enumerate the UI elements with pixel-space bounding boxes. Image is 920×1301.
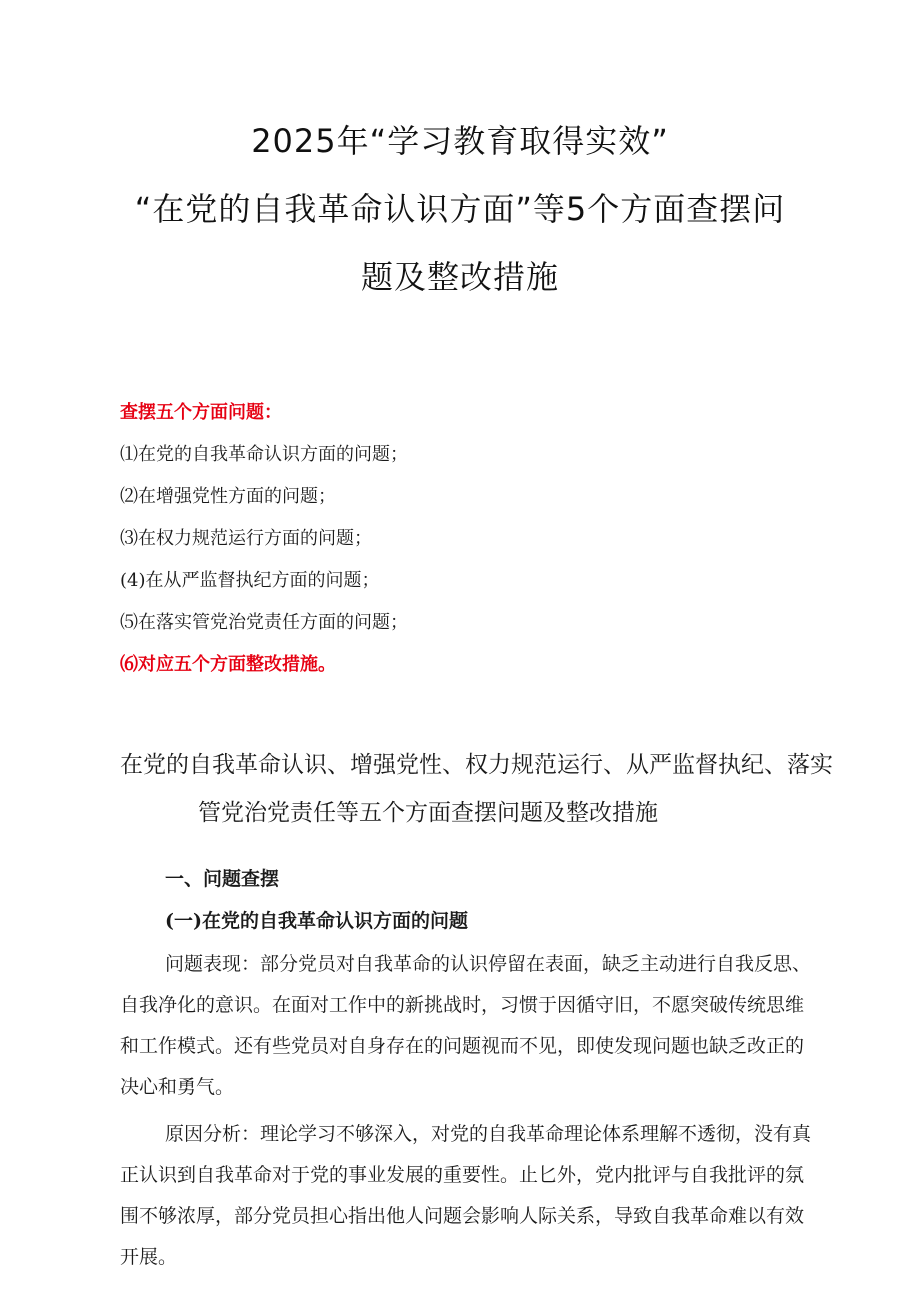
cause-line-2: 正认识到自我革命对于党的事业发展的重要性。止匕外，党内批评与自我批评的氛 (120, 1164, 805, 1186)
problem-line-3: 和工作模式。还有些党员对自身存在的问题视而不见，即使发现问题也缺乏改正的 (120, 1035, 805, 1057)
problem-line-2: 自我净化的意识。在面对工作中的新挑战时，习惯于因循守旧，不愿突破传统思维 (120, 994, 805, 1016)
cause-line-4: 开展。 (120, 1246, 178, 1268)
document-title-line-1: 2025年“学习教育取得实效” (251, 122, 669, 160)
document-title-line-2: “在党的自我革命认识方面”等5个方面查摆问 (134, 190, 786, 228)
issue-item-4: (4)在从严监督执纪方面的问题； (120, 570, 380, 591)
section-heading: 一、问题查摆 (165, 868, 280, 890)
problem-line-4: 决心和勇气。 (120, 1076, 235, 1098)
section-subheading: (一)在党的自我革命认识方面的问题 (165, 910, 468, 932)
cause-paragraph (120, 1114, 840, 1278)
issues-list (120, 392, 820, 686)
issue-item-5: ⑸在落实管党治党责任方面的问题； (120, 612, 408, 633)
issue-item-1: ⑴在党的自我革命认识方面的问题； (120, 444, 408, 465)
cause-line-3: 围不够浓厚，部分党员担心指出他人问题会影响人际关系，导致自我革命难以有效 (120, 1205, 805, 1227)
problem-line-1: 问题表现：部分党员对自我革命的认识停留在表面，缺乏主动进行自我反思、 (165, 953, 812, 975)
section-subtitle-line-2: 管党治党责任等五个方面查摆问题及整改措施 (198, 800, 658, 826)
issue-item-2: ⑵在增强党性方面的问题； (120, 486, 336, 507)
issues-heading: 查摆五个方面问题： (120, 402, 282, 423)
issue-item-6-measures: ⑹对应五个方面整改措施。 (120, 654, 336, 675)
section-subtitle-line-1: 在党的自我革命认识、增强党性、权力规范运行、从严监督执纪、落实 (120, 752, 833, 778)
cause-line-1: 原因分析：理论学习不够深入，对党的自我革命理论体系理解不透彻，没有真 (165, 1123, 812, 1145)
issue-item-3: ⑶在权力规范运行方面的问题； (120, 528, 372, 549)
document-title-line-3: 题及整改措施 (360, 258, 559, 296)
problem-paragraph (120, 944, 840, 1108)
